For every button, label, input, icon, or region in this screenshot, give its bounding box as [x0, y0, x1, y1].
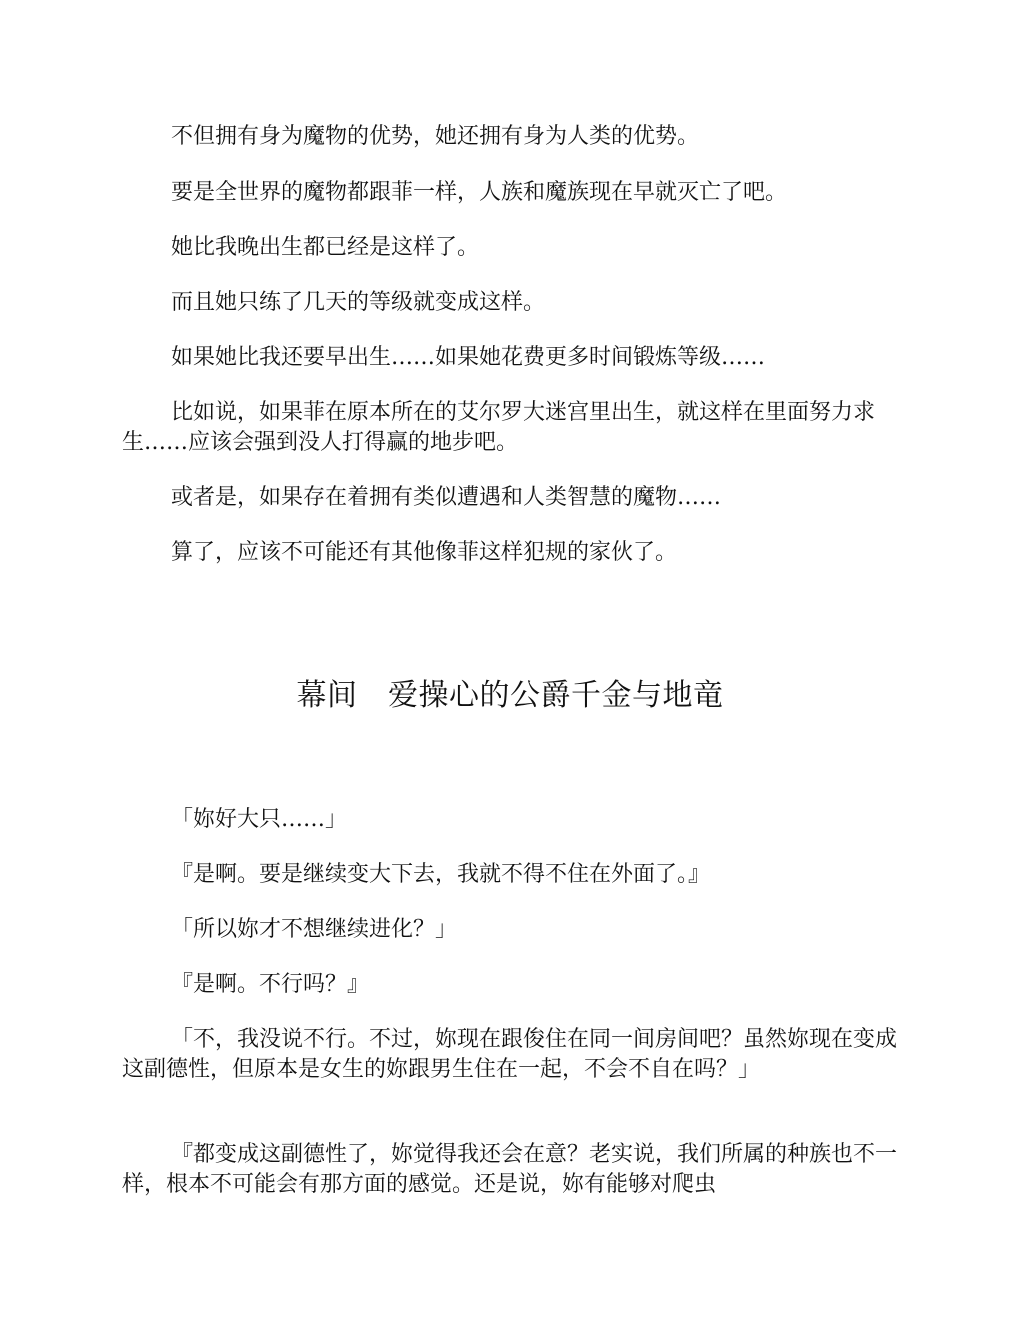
paragraph-6: 比如说，如果菲在原本所在的艾尔罗大迷宫里出生，就这样在里面努力求生……应该会强到没人打得赢的地步吧。: [122, 400, 876, 455]
paragraph-3: 她比我晚出生都已经是这样了。: [171, 235, 480, 260]
dialogue-6: 『都变成这副德性了，妳觉得我还会在意？老实说，我们所属的种族也不一样，根本不可能会有那方面的感觉。还是说，妳有能够对爬虫: [122, 1142, 898, 1197]
dialogue-2: 『是啊。要是继续变大下去，我就不得不住在外面了。』: [171, 862, 711, 887]
paragraph-1: 不但拥有身为魔物的优势，她还拥有身为人类的优势。: [171, 124, 700, 149]
paragraph-2: 要是全世界的魔物都跟菲一样，人族和魔族现在早就灭亡了吧。: [171, 180, 788, 205]
paragraph-5: 如果她比我还要早出生……如果她花费更多时间锻炼等级……: [171, 345, 766, 370]
paragraph-8: 算了，应该不可能还有其他像菲这样犯规的家伙了。: [171, 540, 678, 565]
dialogue-3: 「所以妳才不想继续进化？」: [171, 917, 458, 942]
dialogue-5: 「不，我没说不行。不过，妳现在跟俊住在同一间房间吧？虽然妳现在变成这副德性，但原本是女生的妳跟男生住在一起，不会不自在吗？」: [122, 1027, 898, 1082]
paragraph-4: 而且她只练了几天的等级就变成这样。: [171, 290, 546, 315]
paragraph-7: 或者是，如果存在着拥有类似遭遇和人类智慧的魔物……: [171, 485, 722, 510]
chapter-title: 幕间 爱操心的公爵千金与地竜: [296, 678, 724, 713]
dialogue-1: 「妳好大只……」: [171, 807, 348, 832]
dialogue-4: 『是啊。不行吗？』: [171, 972, 370, 997]
